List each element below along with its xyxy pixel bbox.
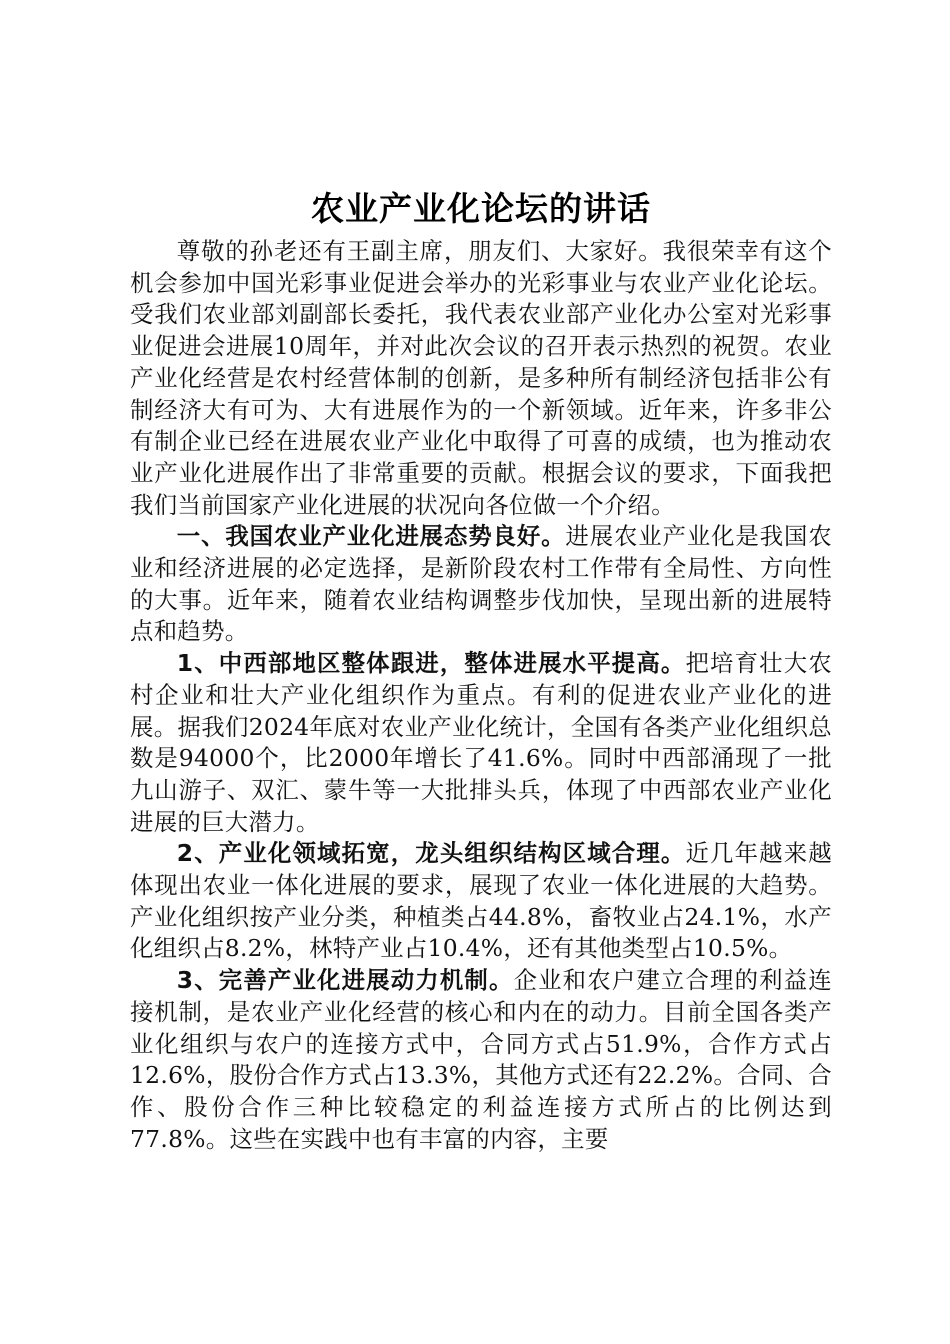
paragraph-text: 企业和农户建立合理的利益连接机制，是农业产业化经营的核心和内在的动力。目前全国各类产业化组织与农户的连接方式中，合同方式占51.9%，合作方式占12.6%，股份合作方式占13.3%，其他方式还有22.2%。合同、合作、股份合作三种比较稳定的利益连接方式所占的比例达到77.8%。这些在实践中也有丰富的内容，主要 [130, 966, 832, 1153]
paragraph-text: 近几年越来越体现出农业一体化进展的要求，展现了农业一体化进展的大趋势。产业化组织按产业分类，种植类占44.8%，畜牧业占24.1%，水产化组织占8.2%，林特产业占10.4%，还有其他类型占10.5%。 [130, 839, 832, 963]
paragraph-intro [130, 236, 832, 521]
paragraph-section-1 [130, 521, 832, 648]
document-title: 农业产业化论坛的讲话 [311, 189, 651, 228]
paragraph-point-3 [130, 965, 832, 1155]
paragraph-text: 进展农业产业化是我国农业和经济进展的必定选择，是新阶段农村工作带有全局性、方向性的大事。近年来，随着农业结构调整步伐加快，呈现出新的进展特点和趋势。 [130, 522, 832, 646]
paragraph-text: 把培育壮大农村企业和壮大产业化组织作为重点。有利的促进农业产业化的进展。据我们2024年底对农业产业化统计，全国有各类产业化组织总数是94000个，比2000年增长了41.6%。同时中西部涌现了一批九山游子、双汇、蒙牛等一大批排头兵，体现了中西部农业产业化进展的巨大潜力。 [130, 649, 832, 836]
point-heading: 1、中西部地区整体跟进，整体进展水平提高。 [176, 649, 686, 678]
section-heading: 一、我国农业产业化进展态势良好。 [176, 522, 566, 551]
document-page [130, 182, 832, 1155]
paragraph-text: 尊敬的孙老还有王副主席，朋友们、大家好。我很荣幸有这个机会参加中国光彩事业促进会举办的光彩事业与农业产业化论坛。受我们农业部刘副部长委托，我代表农业部产业化办公室对光彩事业促进会进展10周年，并对此次会议的召开表示热烈的祝贺。农业产业化经营是农村经营体制的创新，是多种所有制经济包括非公有制经济大有可为、大有进展作为的一个新领域。近年来，许多非公有制企业已经在进展农业产业化中取得了可喜的成绩，也为推动农业产业化进展作出了非常重要的贡献。根据会议的要求，下面我把我们当前国家产业化进展的状况向各位做一个介绍。 [130, 237, 832, 519]
paragraph-point-1 [130, 648, 832, 838]
point-heading: 3、完善产业化进展动力机制。 [176, 966, 514, 995]
paragraph-point-2 [130, 838, 832, 965]
point-heading: 2、产业化领域拓宽，龙头组织结构区域合理。 [176, 839, 686, 868]
